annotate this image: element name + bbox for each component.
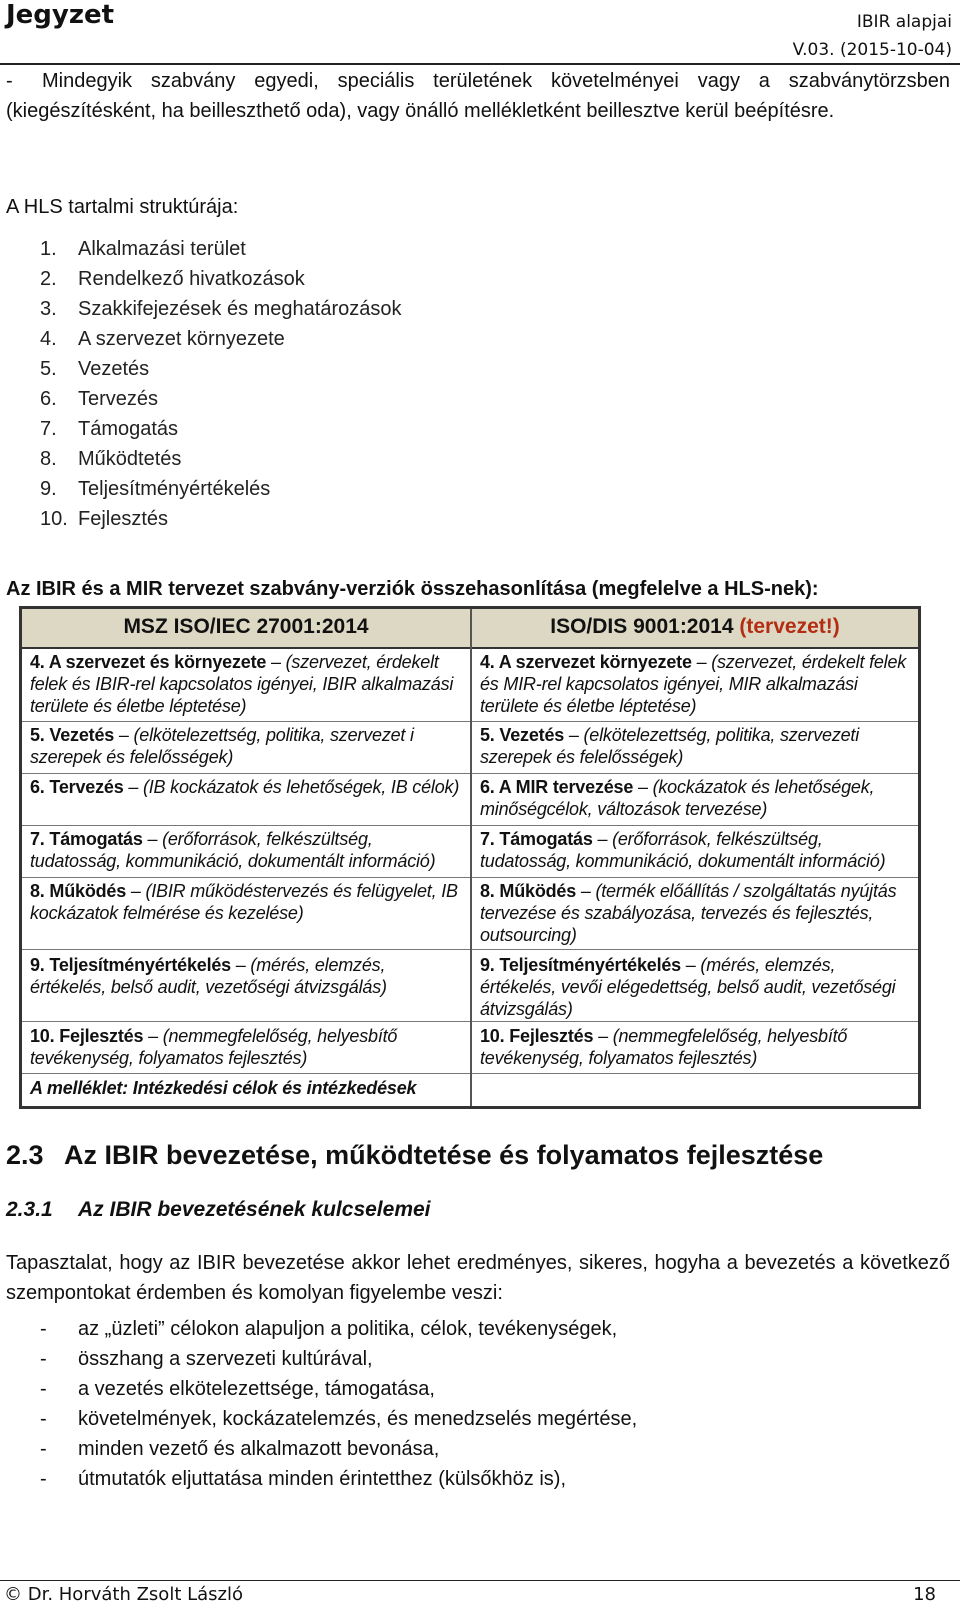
list-item-text: a vezetés elkötelezettsége, támogatása, — [78, 1378, 435, 1400]
list-item — [40, 1314, 637, 1344]
row-divider — [22, 949, 470, 950]
list-item-text: követelmények, kockázatelemzés, és menedzselés megértése, — [78, 1408, 638, 1430]
list-item-number: 9. — [40, 478, 57, 500]
intro-text: Mindegyik szabvány egyedi, speciális területének követelményei vagy a szabványtörzsben (kiegészítésként, ha beilleszthető oda), vagy önálló mellékletként beillesztve kerül beépítésre. — [6, 70, 950, 122]
row-divider — [472, 721, 918, 722]
intro-paragraph — [6, 66, 950, 126]
list-item-label: Szakkifejezések és meghatározások — [78, 298, 402, 320]
row-divider — [22, 877, 470, 878]
hls-list — [40, 234, 402, 534]
section-title: Az IBIR bevezetése, működtetése és folyamatos fejlesztése — [64, 1140, 824, 1170]
list-item-text: az „üzleti” célokon alapuljon a politika, célok, tevékenységek, — [78, 1318, 618, 1340]
cell-description: (szervezet, érdekelt felek és MIR-rel kapcsolatos igényei, MIR alkalmazási területe és életbe léptetése) — [480, 652, 907, 716]
list-item-number: 5. — [40, 358, 57, 380]
table-cell — [480, 1025, 916, 1069]
row-divider — [472, 773, 918, 774]
cell-title: 9. Teljesítményértékelés — [30, 955, 231, 975]
row-divider — [472, 825, 918, 826]
cell-description: (elkötelezettség, politika, szervezet i szerepek és felelősségek) — [30, 725, 414, 767]
list-item-number: 7. — [40, 418, 57, 440]
comparison-table — [19, 606, 921, 1109]
annex-label: A melléklet: Intézkedési célok és intézkedések — [30, 1078, 417, 1098]
list-item-text: összhang a szervezeti kultúrával, — [78, 1348, 373, 1370]
cell-title: 10. Fejlesztés — [30, 1026, 144, 1046]
row-divider — [472, 877, 918, 878]
cell-description: (elkötelezettség, politika, szervezeti szerepek és felelősségek) — [480, 725, 860, 767]
list-item-number: 2. — [40, 268, 57, 290]
cell-title: 6. A MIR tervezése — [480, 777, 634, 797]
section-heading — [6, 1140, 823, 1171]
table-cell — [480, 954, 916, 1020]
cell-title: 8. Működés — [480, 881, 577, 901]
list-item-label: Rendelkező hivatkozások — [78, 268, 305, 290]
cell-description: (mérés, elemzés, értékelés, belső audit, vezetőségi átvizsgálás) — [30, 955, 387, 997]
left-column-header: MSZ ISO/IEC 27001:2014 — [123, 615, 369, 638]
bullet-dash: - — [40, 1378, 47, 1400]
table-cell — [30, 828, 466, 872]
cell-description: (nemmegfelelőség, helyesbítő tevékenység, folyamatos fejlesztés) — [30, 1026, 398, 1068]
cell-dash: – — [576, 881, 596, 901]
hls-heading: A HLS tartalmi struktúrája: — [6, 196, 239, 218]
list-item-label: Vezetés — [78, 358, 150, 380]
header-subject: IBIR alapjai — [856, 12, 952, 32]
cell-description: (IBIR működéstervezés és felügyelet, IB kockázatok felmérése és kezelése) — [30, 881, 458, 923]
table-cell — [480, 651, 916, 717]
key-elements-list — [40, 1314, 637, 1494]
table-cell — [480, 724, 916, 768]
table-cell — [30, 954, 466, 998]
cell-title: 10. Fejlesztés — [480, 1026, 594, 1046]
cell-dash: – — [123, 777, 143, 797]
bullet-dash: - — [40, 1408, 47, 1430]
cell-description: (kockázatok és lehetőségek, minőségcélok, változások tervezése) — [480, 777, 875, 819]
cell-title: 4. A szervezet és környezete — [30, 652, 267, 672]
list-item — [40, 234, 402, 264]
cell-dash: – — [231, 955, 251, 975]
footer-author: © Dr. Horváth Zsolt László — [4, 1584, 243, 1605]
list-item-label: Teljesítményértékelés — [78, 478, 271, 500]
list-item — [40, 1404, 637, 1434]
table-cell — [30, 1077, 466, 1099]
list-item-text: útmutatók eljuttatása minden érintetthez (külsőkhöz is), — [78, 1468, 567, 1490]
cell-title: 4. A szervezet környezete — [480, 652, 692, 672]
table-cell — [480, 828, 916, 872]
list-item-number: 10. — [40, 508, 68, 530]
bullet-dash: - — [40, 1438, 47, 1460]
list-item-label: Tervezés — [78, 388, 159, 410]
row-divider — [472, 1021, 918, 1022]
subsection-number: 2.3.1 — [6, 1198, 53, 1221]
list-item — [40, 444, 402, 474]
list-item-number: 3. — [40, 298, 57, 320]
row-divider — [472, 949, 918, 950]
header-meta — [793, 8, 952, 64]
row-divider — [22, 825, 470, 826]
list-item — [40, 384, 402, 414]
cell-dash: – — [633, 777, 653, 797]
list-item-number: 1. — [40, 238, 57, 260]
list-item — [40, 1344, 637, 1374]
list-item — [40, 414, 402, 444]
header-version: V.03. (2015-10-04) — [792, 40, 952, 60]
cell-description: (szervezet, érdekelt felek és IBIR-rel kapcsolatos igényei, IBIR alkalmazási területe és életbe léptetése) — [30, 652, 454, 716]
subsection-title: Az IBIR bevezetésének kulcselemei — [78, 1198, 431, 1221]
cell-dash: – — [564, 725, 584, 745]
cell-description: (termék előállítás / szolgáltatás nyújtás tervezése és szabályozása, tervezés és fejlesztés, outsourcing) — [480, 881, 897, 945]
cell-title: 7. Támogatás — [30, 829, 143, 849]
cell-description: (IB kockázatok és lehetőségek, IB célok) — [142, 777, 460, 797]
table-cell — [30, 1025, 466, 1069]
section-number: 2.3 — [6, 1140, 44, 1170]
list-item — [40, 1464, 637, 1494]
cell-title: 5. Vezetés — [480, 725, 565, 745]
right-column-header — [472, 615, 918, 639]
bullet-dash: - — [40, 1348, 47, 1370]
comparison-heading: Az IBIR és a MIR tervezet szabvány-verziók összehasonlítása (megfelelve a HLS-nek): — [6, 578, 819, 600]
list-item-text: minden vezető és alkalmazott bevonása, — [78, 1438, 440, 1460]
right-header-standard: ISO/DIS 9001:2014 — [550, 615, 734, 638]
bullet-dash: - — [40, 1468, 47, 1490]
cell-dash: – — [592, 829, 613, 849]
cell-dash: – — [114, 725, 134, 745]
table-cell — [480, 776, 916, 820]
list-item-label: Működtetés — [78, 448, 182, 470]
cell-description: (mérés, elemzés, értékelés, vevői elégedettség, belső audit, vezetőségi átvizsgálás) — [480, 955, 896, 1019]
list-item-label: Fejlesztés — [78, 508, 169, 530]
list-item-number: 4. — [40, 328, 57, 350]
table-cell — [30, 776, 466, 798]
cell-title: 7. Támogatás — [480, 829, 593, 849]
list-item-label: Alkalmazási terület — [78, 238, 246, 260]
table-cell — [30, 651, 466, 717]
cell-title: 5. Vezetés — [30, 725, 115, 745]
body-paragraph: Tapasztalat, hogy az IBIR bevezetése akkor lehet eredményes, sikeres, hogyha a bevezetés a következő szempontokat érdemben és komolyan figyelembe veszi: — [6, 1252, 950, 1304]
footer-rule — [0, 1580, 960, 1581]
row-divider — [22, 721, 470, 722]
row-divider — [22, 1021, 470, 1022]
list-item-number: 8. — [40, 448, 57, 470]
list-item — [40, 1374, 637, 1404]
cell-dash: – — [126, 881, 146, 901]
cell-dash: – — [142, 829, 163, 849]
cell-description: (erőforrások, felkészültség, tudatosság, kommunikáció, dokumentált információ) — [30, 829, 436, 871]
table-cell — [480, 880, 916, 946]
list-item — [40, 474, 402, 504]
cell-dash: – — [266, 652, 286, 672]
row-divider — [472, 1073, 918, 1074]
row-divider — [22, 1073, 470, 1074]
header-rule — [0, 63, 960, 65]
table-cell — [30, 880, 466, 924]
list-item — [40, 354, 402, 384]
cell-dash: – — [593, 1026, 613, 1046]
list-item-label: Támogatás — [78, 418, 179, 440]
cell-description: (erőforrások, felkészültség, tudatosság, kommunikáció, dokumentált információ) — [480, 829, 886, 871]
page-number: 18 — [913, 1584, 936, 1605]
list-item — [40, 504, 402, 534]
right-header-draft-note: (tervezet!) — [739, 615, 840, 638]
cell-dash: – — [681, 955, 701, 975]
list-item — [40, 324, 402, 354]
list-item-label: A szervezet környezete — [78, 328, 285, 350]
row-divider — [22, 773, 470, 774]
column-divider — [470, 609, 472, 1106]
table-cell — [30, 724, 466, 768]
intro-dash: - — [6, 70, 13, 92]
subsection-heading — [6, 1198, 431, 1222]
cell-title: 8. Működés — [30, 881, 127, 901]
list-item — [40, 264, 402, 294]
list-item — [40, 1434, 637, 1464]
bullet-dash: - — [40, 1318, 47, 1340]
list-item — [40, 294, 402, 324]
cell-title: 9. Teljesítményértékelés — [480, 955, 681, 975]
document-title: Jegyzet — [6, 0, 115, 30]
cell-title: 6. Tervezés — [30, 777, 124, 797]
cell-dash: – — [691, 652, 712, 672]
cell-description: (nemmegfelelőség, helyesbítő tevékenység, folyamatos fejlesztés) — [480, 1026, 848, 1068]
list-item-number: 6. — [40, 388, 57, 410]
cell-dash: – — [143, 1026, 163, 1046]
